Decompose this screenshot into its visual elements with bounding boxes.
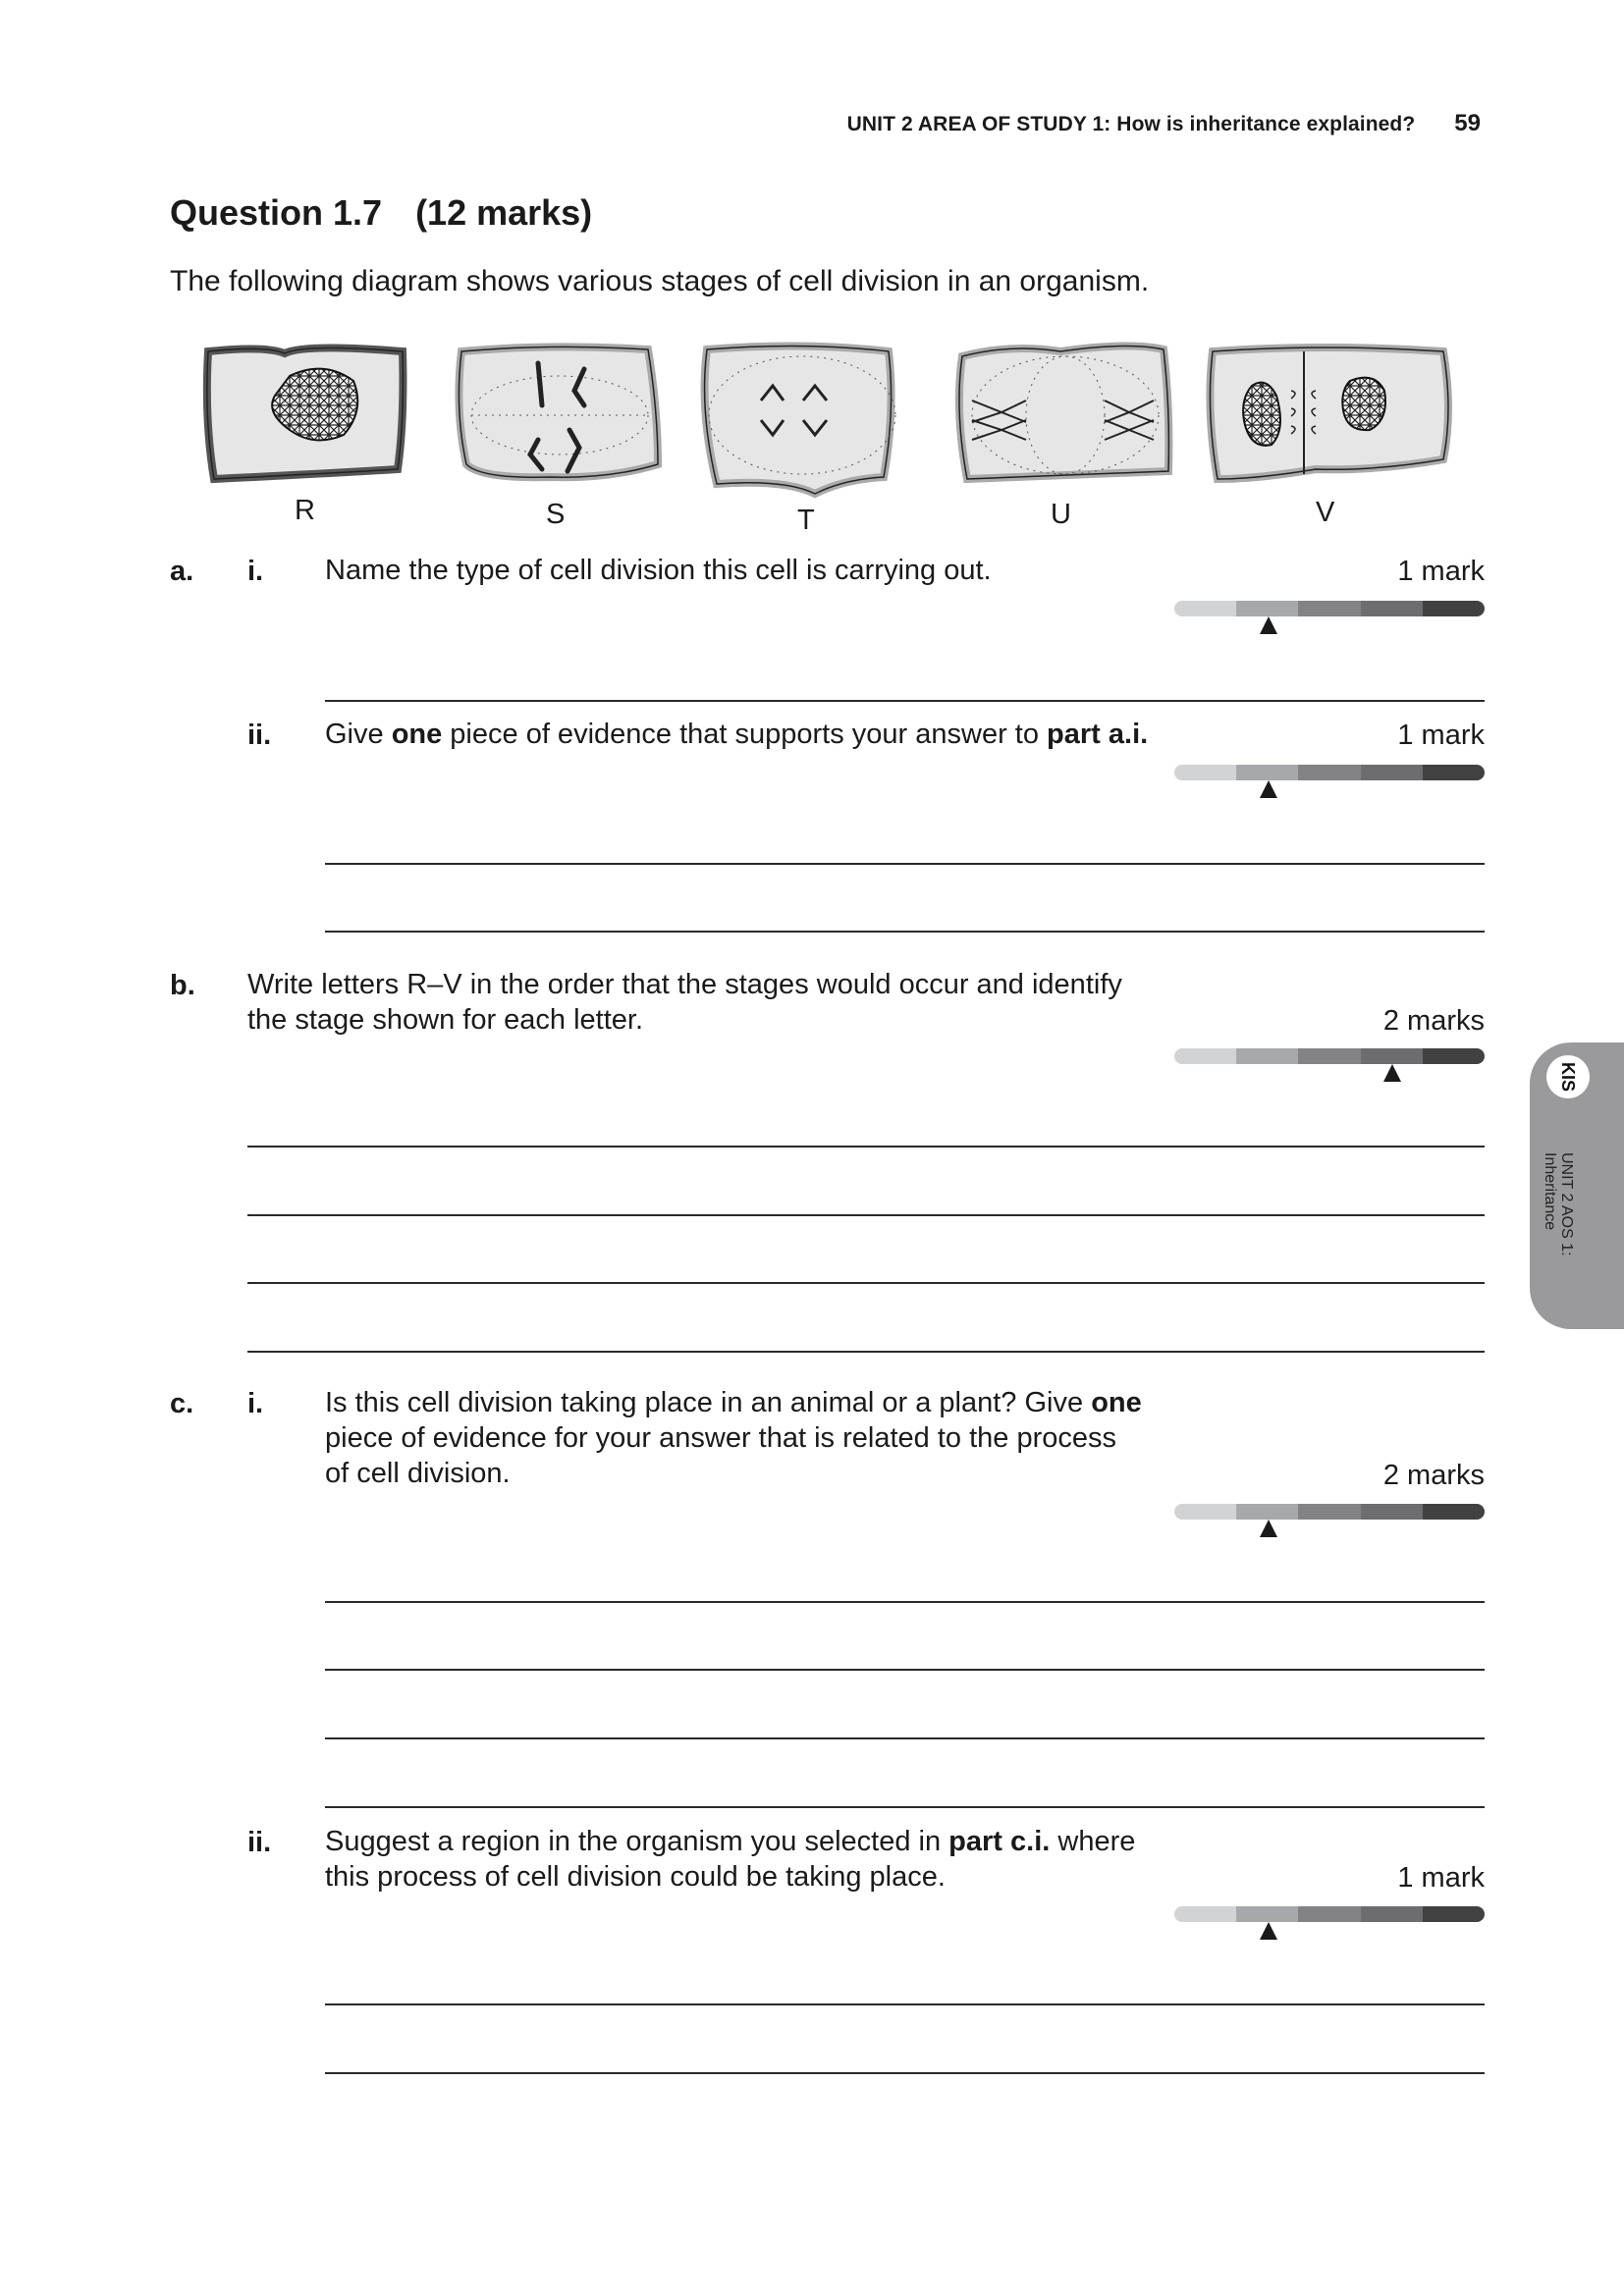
stage-s-cell — [459, 347, 658, 477]
part-c-letter: c. — [170, 1388, 194, 1419]
difficulty-segment-5 — [1423, 1504, 1485, 1520]
part-a-i-marks: 1 mark — [1397, 556, 1485, 587]
text-line: Write letters R–V in the order that the stages would occur and identify — [247, 969, 1122, 1000]
question-intro: The following diagram shows various stages of cell division in an organism. — [170, 265, 1150, 297]
question-number: Question 1.7 — [170, 192, 383, 233]
part-a-i-text: Name the type of cell division this cell is carrying out. — [325, 555, 992, 586]
difficulty-segment-5 — [1423, 1906, 1485, 1922]
stage-label-t: T — [797, 505, 815, 536]
answer-line[interactable] — [325, 2003, 1485, 2005]
difficulty-meter-c-ii — [1174, 1906, 1485, 1922]
part-b-letter: b. — [170, 970, 195, 1001]
side-tab-line: UNIT 2 AOS 1: — [1558, 1152, 1575, 1256]
difficulty-segment-2 — [1236, 765, 1298, 780]
running-head — [847, 110, 1481, 137]
stage-label-s: S — [546, 499, 566, 530]
stage-r-cell — [207, 347, 404, 479]
part-a-i-numeral: i. — [247, 556, 264, 587]
difficulty-meter-c-i — [1174, 1504, 1485, 1520]
text: Is this cell division taking place in an animal or a plant? Give — [325, 1387, 1092, 1418]
difficulty-meter-b — [1174, 1048, 1485, 1064]
difficulty-segment-4 — [1361, 765, 1423, 780]
part-a-ii-marks: 1 mark — [1397, 720, 1485, 751]
answer-line[interactable] — [325, 1601, 1485, 1603]
stage-v-nucleus-right — [1342, 378, 1385, 431]
difficulty-segment-3 — [1298, 765, 1360, 780]
difficulty-segment-1 — [1174, 601, 1236, 616]
question-title — [170, 192, 592, 234]
difficulty-segment-3 — [1298, 1048, 1360, 1064]
difficulty-segment-3 — [1298, 1504, 1360, 1520]
cell-division-diagram — [196, 332, 1473, 538]
part-c-i-text — [325, 1385, 1142, 1491]
difficulty-segment-2 — [1236, 1048, 1298, 1064]
difficulty-pointer-icon — [1260, 616, 1277, 634]
difficulty-segment-1 — [1174, 1906, 1236, 1922]
text-line: piece of evidence for your answer that is related to the process — [325, 1422, 1116, 1454]
side-tab-label — [1542, 1152, 1575, 1256]
emphasis: one — [391, 719, 443, 750]
difficulty-segment-5 — [1423, 1048, 1485, 1064]
difficulty-segment-1 — [1174, 1048, 1236, 1064]
section-side-tab — [1530, 1042, 1624, 1329]
part-b-text — [247, 967, 1122, 1038]
text-line: this process of cell division could be taking place. — [325, 1861, 946, 1893]
answer-line[interactable] — [325, 863, 1485, 865]
part-c-i-numeral: i. — [247, 1388, 264, 1419]
cell-stages-figure — [196, 332, 1473, 538]
difficulty-pointer-icon — [1383, 1064, 1401, 1082]
question-total-marks: (12 marks) — [415, 192, 593, 233]
part-c-ii-text — [325, 1824, 1135, 1895]
part-b-marks: 2 marks — [1382, 1005, 1485, 1037]
text: Give — [325, 719, 392, 750]
stage-u-cell — [959, 346, 1168, 479]
difficulty-segment-1 — [1174, 1504, 1236, 1520]
part-a-letter: a. — [170, 556, 194, 587]
stage-label-r: R — [295, 495, 315, 526]
difficulty-segment-1 — [1174, 765, 1236, 780]
difficulty-segment-3 — [1298, 601, 1360, 616]
difficulty-segment-4 — [1361, 601, 1423, 616]
difficulty-pointer-icon — [1260, 1922, 1277, 1940]
stage-label-v: V — [1316, 497, 1335, 528]
answer-line[interactable] — [325, 2072, 1485, 2074]
difficulty-pointer-icon — [1260, 780, 1277, 798]
publisher-logo-icon: KIS — [1546, 1055, 1590, 1098]
text: where — [1050, 1826, 1136, 1857]
answer-line[interactable] — [247, 1282, 1485, 1284]
difficulty-segment-2 — [1236, 601, 1298, 616]
answer-line[interactable] — [325, 931, 1485, 933]
part-a-ii-text — [325, 717, 1148, 752]
stage-v-cell — [1210, 347, 1448, 479]
part-reference: part a.i. — [1047, 719, 1149, 750]
text-line: the stage shown for each letter. — [247, 1004, 644, 1036]
difficulty-segment-5 — [1423, 765, 1485, 780]
difficulty-pointer-icon — [1260, 1520, 1277, 1537]
part-c-i-marks: 2 marks — [1382, 1460, 1485, 1491]
part-c-ii-numeral: ii. — [247, 1827, 272, 1858]
answer-line[interactable] — [247, 1214, 1485, 1216]
answer-line[interactable] — [325, 700, 1485, 702]
part-a-ii-numeral: ii. — [247, 720, 272, 751]
difficulty-segment-2 — [1236, 1504, 1298, 1520]
text: piece of evidence that supports your answer to — [442, 719, 1048, 750]
stage-v-nucleus-left — [1243, 383, 1280, 446]
text-line: of cell division. — [325, 1458, 511, 1489]
answer-line[interactable] — [325, 1806, 1485, 1808]
difficulty-segment-4 — [1361, 1048, 1423, 1064]
difficulty-meter-a-ii — [1174, 765, 1485, 780]
stage-t-cell — [705, 346, 895, 494]
running-title: UNIT 2 AREA OF STUDY 1: How is inheritance explained? — [846, 113, 1416, 135]
stage-label-u: U — [1051, 499, 1071, 530]
answer-line[interactable] — [325, 1737, 1485, 1739]
text-line — [325, 1824, 1135, 1859]
part-reference: part c.i. — [948, 1826, 1051, 1857]
page-number: 59 — [1454, 110, 1481, 136]
difficulty-meter-a-i — [1174, 601, 1485, 616]
answer-line[interactable] — [247, 1146, 1485, 1148]
side-tab-line: Inheritance — [1542, 1152, 1558, 1231]
part-c-ii-marks: 1 mark — [1397, 1862, 1485, 1894]
difficulty-segment-4 — [1361, 1504, 1423, 1520]
answer-line[interactable] — [247, 1351, 1485, 1353]
difficulty-segment-3 — [1298, 1906, 1360, 1922]
text-line — [325, 1385, 1142, 1420]
text: Suggest a region in the organism you selected in — [325, 1826, 949, 1857]
answer-line[interactable] — [325, 1669, 1485, 1671]
difficulty-segment-2 — [1236, 1906, 1298, 1922]
emphasis: one — [1091, 1387, 1142, 1418]
difficulty-segment-4 — [1361, 1906, 1423, 1922]
difficulty-segment-5 — [1423, 601, 1485, 616]
